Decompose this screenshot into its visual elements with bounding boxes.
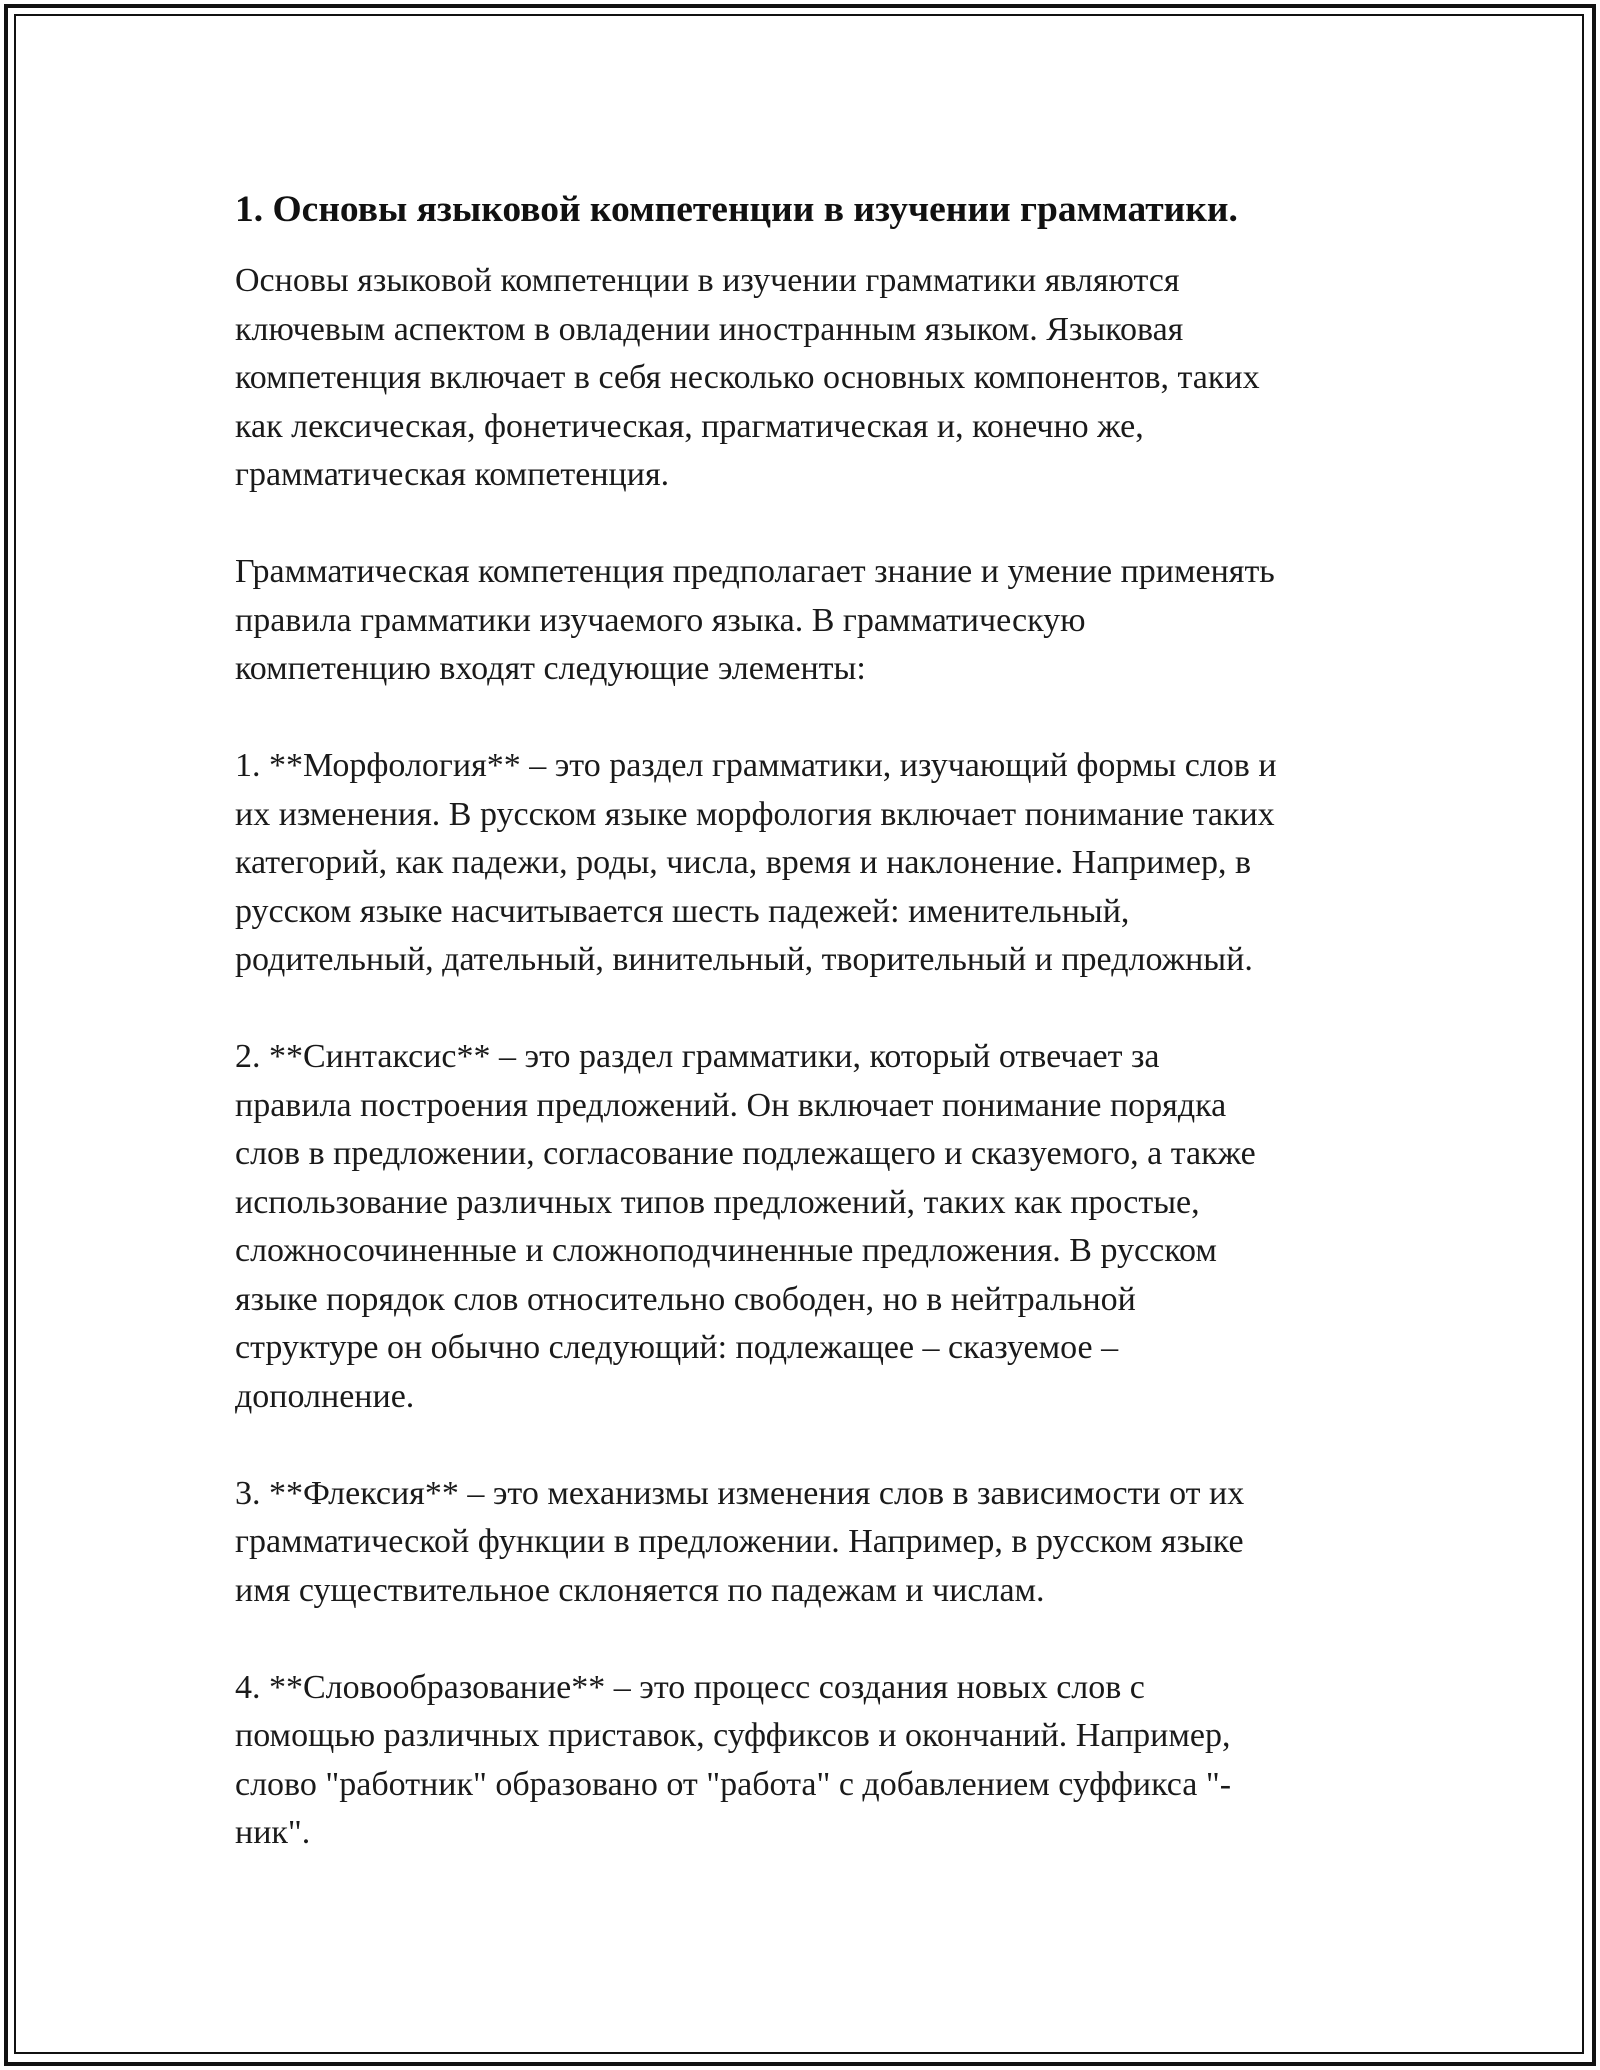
intro-paragraph: Основы языковой компетенции в изучении грамматики являются ключевым аспектом в овладении иностранным языком. Языковая компетенция включает в себя несколько основных компонентов, таких как лексическая, фонетическая, прагматическая и, конечно же, грамматическая компетенция.	[235, 262, 1260, 493]
document-body	[235, 185, 1385, 1906]
list-item-morphology: 1. **Морфология** – это раздел грамматики, изучающий формы слов и их изменения. В русском языке морфология включает понимание таких категорий, как падежи, роды, числа, время и наклонение. Например, в русском языке насчитывается шесть падежей: именительный, родительный, дательный, винительный, творительный и предложный.	[235, 747, 1277, 978]
grammatical-competence-paragraph: Грамматическая компетенция предполагает знание и умение применять правила грамматики изучаемого языка. В грамматическую компетенцию входят следующие элементы:	[235, 553, 1275, 687]
list-item-syntax: 2. **Синтаксис** – это раздел грамматики, который отвечает за правила построения предложений. Он включает понимание порядка слов в предложении, согласование подлежащего и сказуемого, а также использование различных типов предложений, таких как простые, сложносочиненные и сложноподчиненные предложения. В русском языке порядок слов относительно свободен, но в нейтральной структуре он обычно следующий: подлежащее – сказуемое – дополнение.	[235, 1038, 1256, 1415]
document-title: 1. Основы языковой компетенции в изучении грамматики.	[235, 189, 1238, 230]
list-item-word-formation: 4. **Словообразование** – это процесс создания новых слов с помощью различных приставок, суффиксов и окончаний. Например, слово "работник" образовано от "работа" с добавлением суффикса "- ник".	[235, 1668, 1232, 1851]
list-item-inflection: 3. **Флексия** – это механизмы изменения слов в зависимости от их грамматической функции в предложении. Например, в русском языке имя существительное склоняется по падежам и числам.	[235, 1474, 1245, 1609]
